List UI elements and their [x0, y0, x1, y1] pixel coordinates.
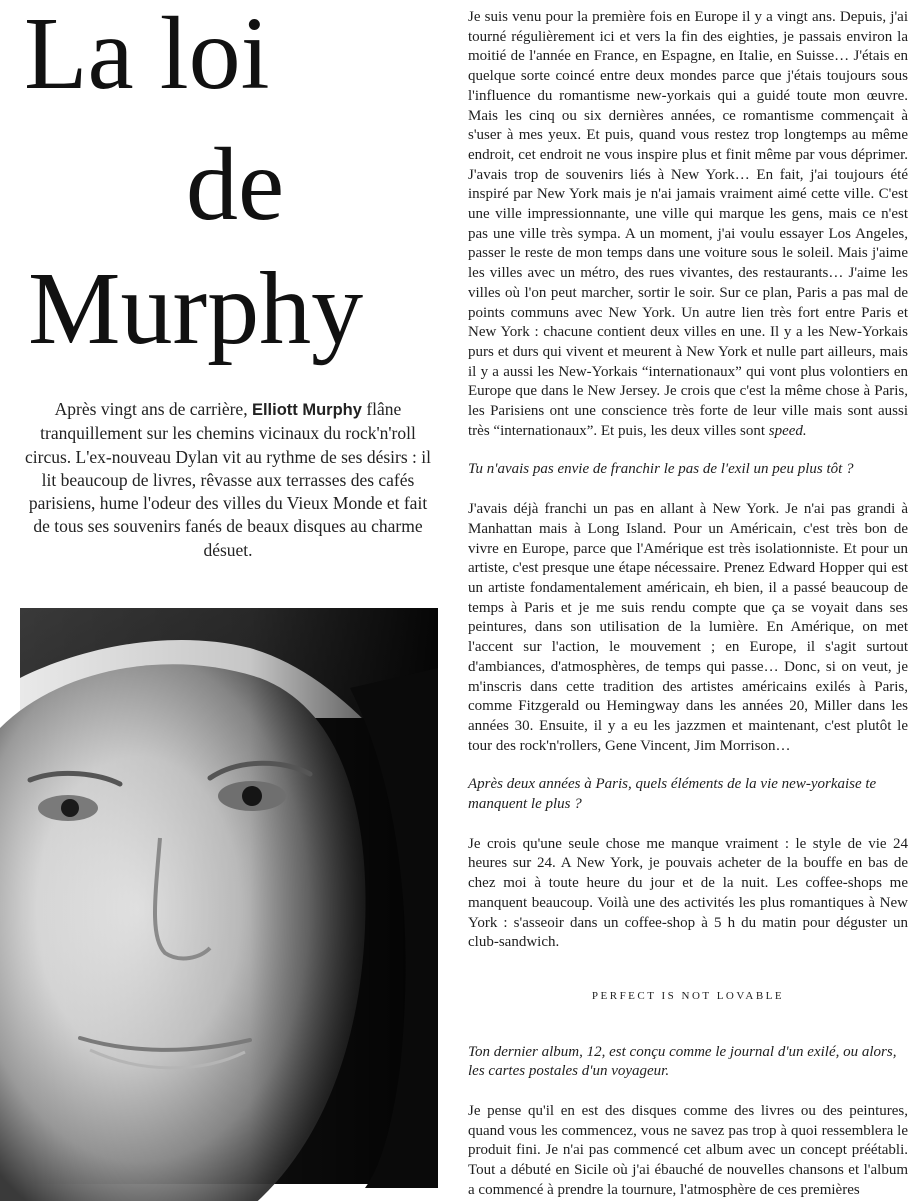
question-2: Après deux années à Paris, quels éléments de la vie new-yorkaise te manquent le plus ?	[468, 776, 877, 813]
intro-artist-name: Elliott Murphy	[251, 401, 362, 419]
question-3: Ton dernier album, 12, est conçu comme le journal d'un exilé, ou alors, les cartes postales d'un voyageur.	[468, 1043, 897, 1080]
paragraph-1-text: Je suis venu pour la première fois en Europe il y a vingt ans. Depuis, j'ai tourné régulièrement ici et vers la fin des eighties, je passais environ la moitié de l'année en France, en Espagne, en Italie, en Suisse… J'étais en quelque sorte coincé entre deux mondes parce que j'étais toujours sous l'influence du romantisme new-yorkais qui a guidé toute mon œuvre. Mais les cinq ou six dernières années, ce romantisme commençait à s'user à mes yeux. Et puis, quand vous restez trop longtemps au même endroit, cet endroit ne vous inspire plus et finit même par vous déprimer. J'avais trop de souvenirs liés à New York… En fait, j'ai toujours été inspiré par New York mais je n'ai jamais vraiment aimé cette ville. C'est une ville impressionnante, une ville qui marque les gens, mais ce n'est pas une ville très sympa. A un moment, j'ai voulu essayer Los Angeles, passer le reste de mon temps dans une voiture sous le soleil. Mais j'aime les villes avec un métro, des rues vivantes, des restaurants… J'aime les villes où l'on peut marcher, sortir le soir. Sur ce plan, Paris a pas mal de points communs avec New York. Un autre lien très fort entre Paris et New York : chacune contient deux villes en une. Il y a les New-Yorkais purs et durs qui vivent et meurent à New York et nulle part ailleurs, mais il y a aussi les New-Yorkais “internationaux” qui vont plus volontiers en Europe que dans le New Jersey. Je crois que c'est la même chose à Paris, les Parisiens ont une conscience très forte de leur ville mais sont aussi très “internationaux”. Et puis, les deux villes sont	[468, 9, 908, 439]
article-body	[468, 8, 908, 1198]
paragraph-4: Je pense qu'il en est des disques comme des livres ou des peintures, quand vous les commencez, vous ne savez pas trop à quoi ressemblera le produit fini. Je n'ai pas commencé cet album avec un concept préétabli. Tout a débuté en Sicile où j'ai ébauché de nouvelles chansons et l'album a commencé à prendre la tournure, l'atmosphère de ces premières	[468, 1103, 908, 1198]
paragraph-2: J'avais déjà franchi un pas en allant à New York. Je n'ai pas grandi à Manhattan mais à Long Island. Pour un Américain, c'est très bon de vivre en Europe, parce que l'Amérique est très isolationniste. Et pour un artiste, c'est presque une étape nécessaire. Prenez Edward Hopper qui est un artiste fondamentalement américain, eh bien, il a passé beaucoup de temps à Paris et je me suis rendu compte que ça se voyait dans ses peintures, dans son utilisation de la lumière. En Amérique, on met l'accent sur l'action, le mouvement ; en Europe, il s'agit surtout d'ambiances, d'atmosphères, de temps qui passe… Donc, si on veut, je m'inscris dans cette tradition des artistes américains exilés à Paris, comme Fitzgerald ou Hemingway dans les années 20, Miller dans les années 30. Ensuite, il y a eu les jazzmen et maintenant, c'est plutôt le tour des rock'n'rollers, Gene Vincent, Jim Morrison…	[468, 501, 908, 754]
article-title-line-3: Murphy	[28, 251, 364, 366]
portrait-photo-image	[20, 608, 438, 1184]
article-title-line-2: de	[186, 127, 285, 242]
article-title-line-1: La loi	[24, 0, 270, 111]
intro-standfirst	[22, 398, 434, 562]
section-subhead: PERFECT IS NOT LOVABLE	[591, 989, 785, 1002]
paragraph-1-speed: speed.	[768, 422, 807, 439]
intro-text-after: flâne tranquillement sur les chemins vicinaux du rock'n'roll circus. L'ex-nouveau Dylan vit au rythme de ses désirs : il lit beaucoup de livres, rêvasse aux terrasses des cafés parisiens, hume l'odeur des villes du Vieux Monde et fait de tous ses souvenirs fanés de beaux disques au charme désuet.	[24, 399, 432, 560]
question-1: Tu n'avais pas envie de franchir le pas de l'exil un peu plus tôt ?	[468, 461, 854, 478]
intro-text-before: Après vingt ans de carrière,	[54, 399, 252, 419]
paragraph-1	[468, 8, 908, 441]
portrait-photo	[20, 608, 438, 1184]
paragraph-3: Je crois qu'une seule chose me manque vraiment : le style de vie 24 heures sur 24. A New York, je pouvais acheter de la bouffe en bas de chez moi à toute heure du jour et de la nuit. Les coffee-shops me manquent beaucoup. Voilà une des activités les plus romantiques à New York : s'asseoir dans un coffee-shop à 5 h du matin pour déguster un club-sandwich.	[468, 835, 908, 951]
